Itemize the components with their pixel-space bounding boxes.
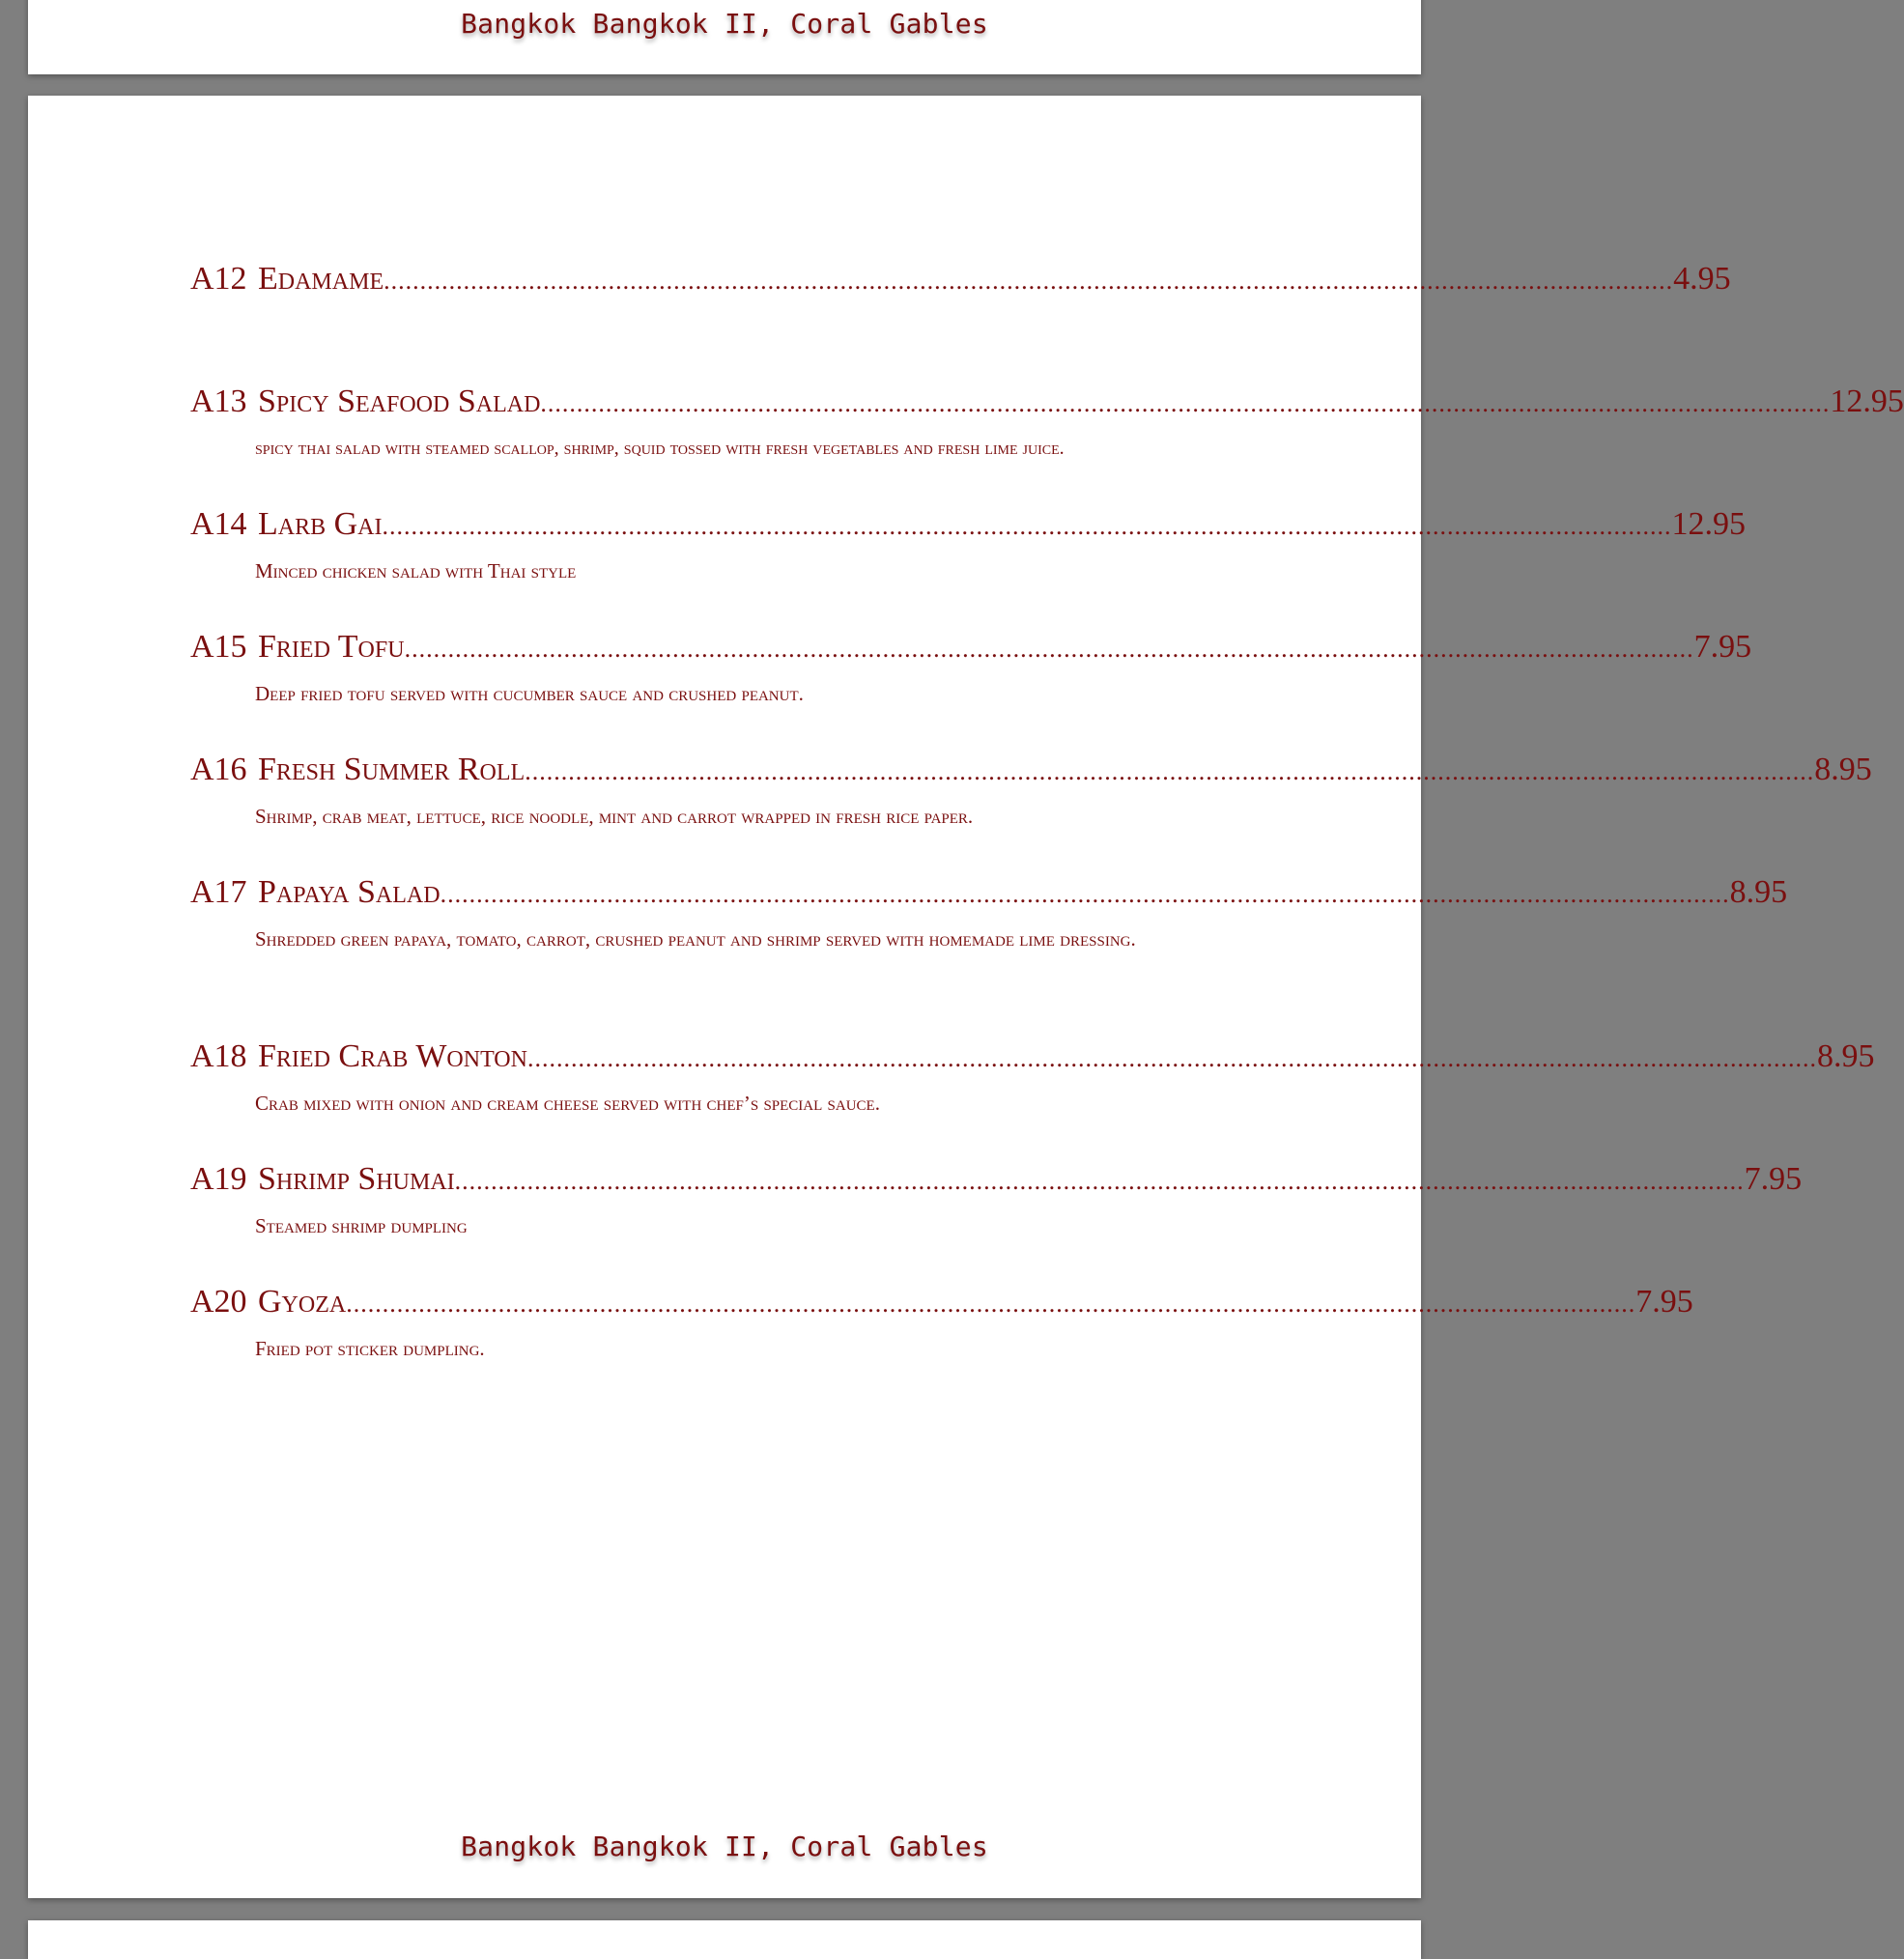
item-code: A19 xyxy=(190,1161,247,1197)
item-name: Shrimp Shumai xyxy=(258,1161,455,1197)
dot-leader: .................................................................................................................................................................................. xyxy=(540,389,1831,417)
menu-item-line xyxy=(190,1161,1803,1204)
dot-leader: .................................................................................................................................................................................. xyxy=(346,1290,1636,1318)
item-code: A18 xyxy=(190,1038,247,1074)
item-price: 12.95 xyxy=(1671,506,1746,542)
item-name: Fried Tofu xyxy=(258,629,405,665)
dot-leader: .................................................................................................................................................................................. xyxy=(525,757,1815,785)
dot-leader: .................................................................................................................................................................................. xyxy=(526,1044,1817,1072)
previous-page xyxy=(28,0,1421,74)
item-code: A20 xyxy=(190,1284,247,1320)
item-code: A12 xyxy=(190,261,247,297)
menu-item-line xyxy=(190,383,1904,426)
menu-item-line xyxy=(190,1038,1875,1081)
item-description: Shrimp, crab meat, lettuce, rice noodle, mint and carrot wrapped in fresh rice paper. xyxy=(255,805,974,828)
item-name: Fresh Summer Roll xyxy=(258,752,526,787)
menu-item-line xyxy=(190,752,1872,794)
menu-item-line xyxy=(190,261,1731,303)
item-price: 7.95 xyxy=(1693,629,1752,665)
item-name: Larb Gai xyxy=(258,506,383,542)
item-name: Papaya Salad xyxy=(258,874,440,910)
item-description: spicy thai salad with steamed scallop, shrimp, squid tossed with fresh vegetables and fresh lime juice. xyxy=(255,438,1065,459)
item-name: Spicy Seafood Salad xyxy=(258,383,541,419)
dot-leader: .................................................................................................................................................................................. xyxy=(382,512,1672,540)
item-price: 8.95 xyxy=(1816,1038,1875,1074)
item-description: Deep fried tofu served with cucumber sauce and crushed peanut. xyxy=(255,682,804,705)
item-description: Minced chicken salad with Thai style xyxy=(255,559,577,582)
item-description: Shredded green papaya, tomato, carrot, crushed peanut and shrimp served with homemade lime dressing. xyxy=(255,927,1136,951)
menu-item-line xyxy=(190,506,1746,549)
item-description: Steamed shrimp dumpling xyxy=(255,1214,468,1237)
item-price: 8.95 xyxy=(1814,752,1872,787)
menu-item-line xyxy=(190,874,1788,917)
dot-leader: .................................................................................................................................................................................. xyxy=(454,1167,1745,1195)
item-price: 8.95 xyxy=(1729,874,1788,910)
item-code: A16 xyxy=(190,752,247,787)
item-name: Gyoza xyxy=(258,1284,347,1320)
item-price: 12.95 xyxy=(1830,383,1904,419)
page-footer-title: Bangkok Bangkok II, Coral Gables xyxy=(461,1831,988,1862)
item-code: A17 xyxy=(190,874,247,910)
dot-leader: .................................................................................................................................................................................. xyxy=(404,635,1694,663)
item-code: A15 xyxy=(190,629,247,665)
menu-item-line xyxy=(190,1284,1693,1326)
dot-leader: .................................................................................................................................................................................. xyxy=(440,880,1730,908)
item-name: Edamame xyxy=(258,261,384,297)
item-name: Fried Crab Wonton xyxy=(258,1038,527,1074)
menu-page xyxy=(28,96,1904,1898)
next-page xyxy=(28,1920,1421,1959)
item-description: Crab mixed with onion and cream cheese served with chef’s special sauce. xyxy=(255,1092,880,1115)
dot-leader: .................................................................................................................................................................................. xyxy=(384,267,1674,295)
item-code: A14 xyxy=(190,506,247,542)
item-description: Fried pot sticker dumpling. xyxy=(255,1337,485,1360)
item-price: 7.95 xyxy=(1744,1161,1803,1197)
item-price: 7.95 xyxy=(1635,1284,1693,1320)
item-price: 4.95 xyxy=(1673,261,1731,297)
menu-item-line xyxy=(190,629,1752,671)
item-code: A13 xyxy=(190,383,247,419)
page-footer-title: Bangkok Bangkok II, Coral Gables xyxy=(461,8,988,40)
